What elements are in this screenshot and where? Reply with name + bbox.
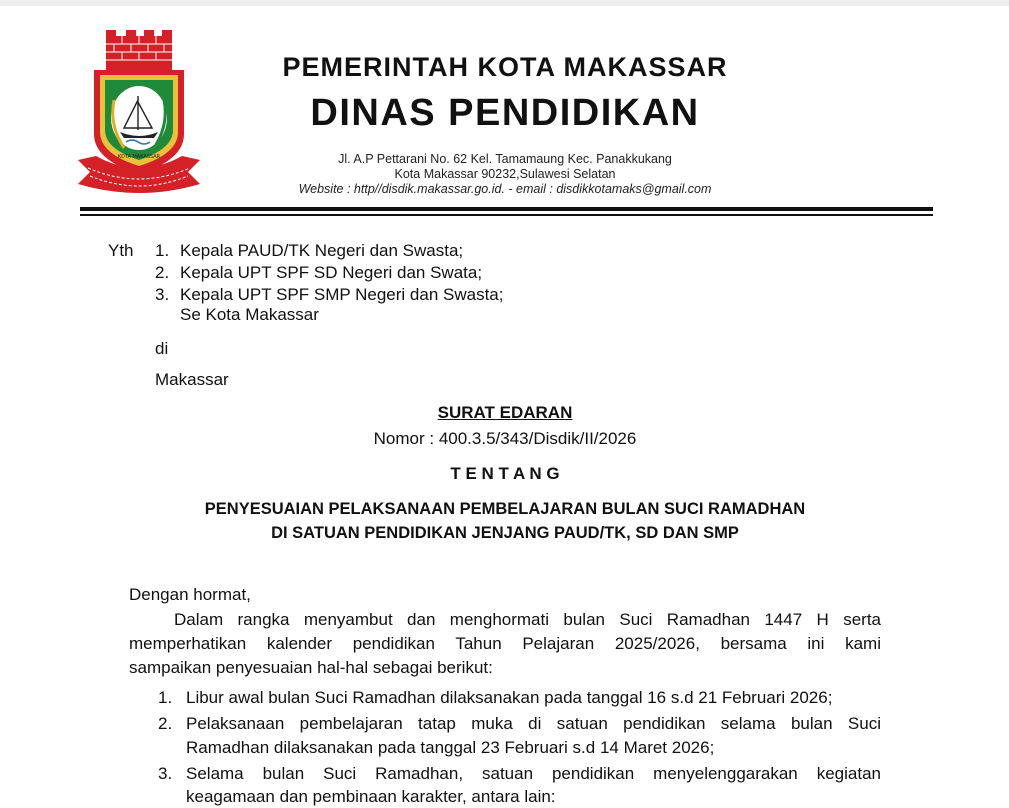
recipient-text: Kepala UPT SPF SMP Negeri dan Swasta; [180,285,504,304]
recipient-number: 2. [155,263,170,282]
list-item-text: Libur awal bulan Suci Ramadhan dilaksanakan pada tanggal 16 s.d 21 Februari 2026; [186,688,833,707]
makassar-coat-of-arms-logo [76,30,202,196]
letterhead-rule-thin [80,214,933,216]
svg-text:KOTA MAKASSAR: KOTA MAKASSAR [117,154,161,160]
website-email-line: Website : http//disdik.makassar.go.id. - email : disdikkotamaks@gmail.com [298,182,712,196]
recipient-scope: Se Kota Makassar [180,305,319,324]
address-line-1: Jl. A.P Pettarani No. 62 Kel. Tamamaung Kec. Panakkukang [338,152,672,166]
list-item-number: 1. [158,688,173,707]
letter-number: Nomor : 400.3.5/343/Disdik/II/2026 [373,429,637,448]
yth-label: Yth [108,241,134,260]
top-shadow-band [0,0,1009,6]
list-item-text-continued: Ramadhan dilaksanakan pada tanggal 23 Februari s.d 14 Maret 2026; [186,738,715,757]
list-item-number: 3. [158,764,173,783]
letterhead-rule-thick [80,207,933,211]
department-name: DINAS PENDIDIKAN [310,92,700,134]
recipient-number: 1. [155,241,170,260]
intro-paragraph-line: sampaikan penyesuaian hal-hal sebagai berikut: [129,658,493,677]
list-item-text: Pelaksanaan pembelajaran tatap muka di satuan pendidikan selama bulan Suci [186,714,881,733]
greeting: Dengan hormat, [129,585,251,604]
recipient-text: Kepala PAUD/TK Negeri dan Swasta; [180,241,464,260]
recipient-number: 3. [155,285,170,304]
intro-paragraph-line: memperhatikan kalender pendidikan Tahun Pelajaran 2025/2026, bersama ini kami [129,634,881,653]
subject-line-1: PENYESUAIAN PELAKSANAAN PEMBELAJARAN BULAN SUCI RAMADHAN [204,500,806,518]
list-item-text: Selama bulan Suci Ramadhan, satuan pendidikan menyelenggarakan kegiatan [186,764,881,783]
list-item-number: 2. [158,714,173,733]
letter-heading: SURAT EDARAN [437,403,573,422]
di-label: di [155,339,169,358]
intro-paragraph-line: Dalam rangka menyambut dan menghormati bulan Suci Ramadhan 1447 H serta [174,610,881,629]
government-name: PEMERINTAH KOTA MAKASSAR [282,52,728,82]
place-label: Makassar [155,370,229,389]
list-item-text-continued: keagamaan dan pembinaan karakter, antara lain: [186,787,556,806]
subject-line-2: DI SATUAN PENDIDIKAN JENJANG PAUD/TK, SD DAN SMP [271,524,739,542]
address-line-2: Kota Makassar 90232,Sulawesi Selatan [394,167,616,181]
tentang-label: T E N T A N G [450,464,560,483]
recipient-text: Kepala UPT SPF SD Negeri dan Swata; [180,263,483,282]
